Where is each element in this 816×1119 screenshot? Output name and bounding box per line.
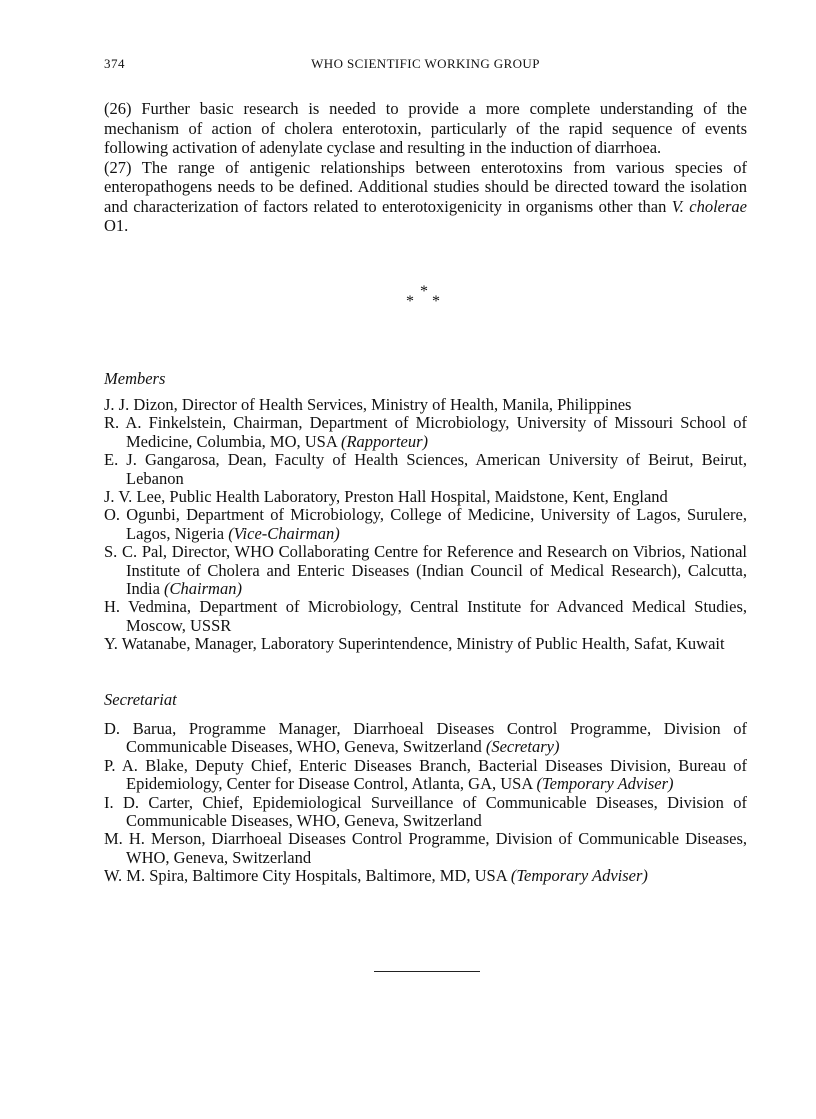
list-item: O. Ogunbi, Department of Microbiology, College of Medicine, University of Lagos, Surulere, Lagos, Nigeria (Vice-Chairman) bbox=[104, 505, 747, 543]
secretariat-heading: Secretariat bbox=[104, 690, 177, 709]
recommendations-text bbox=[104, 99, 747, 236]
paragraph-26: (26) Further basic research is needed to provide a more complete understanding of the mechanism of action of cholera enterotoxin, particularly of the rapid sequence of events following activation of adenylate cyclase and resulting in the induction of diarrhoea. bbox=[104, 99, 747, 157]
asterism-star-left: * bbox=[406, 293, 414, 310]
page-header bbox=[104, 56, 747, 76]
paragraph-27-text: (27) The range of antigenic relationships between enterotoxins from various species of enteropathogens needs to be defined. Additional studies should be directed toward the isolation and characterization of factors related to enterotoxigenicity in organisms other than bbox=[104, 157, 747, 216]
asterism-star-top: * bbox=[420, 283, 428, 300]
list-item: J. V. Lee, Public Health Laboratory, Preston Hall Hospital, Maidstone, Kent, England bbox=[104, 487, 668, 507]
list-item: D. Barua, Programme Manager, Diarrhoeal Diseases Control Programme, Division of Communicable Diseases, WHO, Geneva, Switzerland (Secretary) bbox=[104, 719, 747, 757]
list-item: H. Vedmina, Department of Microbiology, Central Institute for Advanced Medical Studies, Moscow, USSR bbox=[104, 597, 747, 635]
members-list bbox=[104, 396, 747, 654]
list-item: S. C. Pal, Director, WHO Collaborating Centre for Reference and Research on Vibrios, National Institute of Cholera and Enteric Diseases (Indian Council of Medical Research), Calcutta, India (Chairman) bbox=[104, 542, 747, 599]
list-item: P. A. Blake, Deputy Chief, Enteric Diseases Branch, Bacterial Diseases Division, Bureau of Epidemiology, Center for Disease Control, Atlanta, GA, USA (Temporary Adviser) bbox=[104, 755, 747, 794]
list-item: E. J. Gangarosa, Dean, Faculty of Health Sciences, American University of Beirut, Beirut, Lebanon bbox=[104, 450, 747, 488]
list-item: W. M. Spira, Baltimore City Hospitals, Baltimore, MD, USA (Temporary Adviser) bbox=[104, 866, 648, 886]
asterism-divider bbox=[0, 284, 816, 310]
list-item: I. D. Carter, Chief, Epidemiological Surveillance of Communicable Diseases, Division of Communicable Diseases, WHO, Geneva, Switzerland bbox=[104, 792, 747, 831]
members-heading: Members bbox=[104, 369, 166, 388]
footer-rule bbox=[374, 971, 480, 972]
running-head: WHO SCIENTIFIC WORKING GROUP bbox=[311, 56, 540, 71]
secretariat-list bbox=[104, 720, 747, 886]
list-item: R. A. Finkelstein, Chairman, Department of Microbiology, University of Missouri School of Medicine, Columbia, MO, USA (Rapporteur) bbox=[104, 413, 747, 451]
list-item: Y. Watanabe, Manager, Laboratory Superintendence, Ministry of Public Health, Safat, Kuwait bbox=[104, 634, 725, 654]
paragraph-27-suffix: O1. bbox=[104, 216, 129, 235]
species-name: V. cholerae bbox=[671, 196, 747, 216]
asterism-star-right: * bbox=[432, 293, 440, 310]
paragraph-27 bbox=[104, 158, 747, 236]
list-item: J. J. Dizon, Director of Health Services, Ministry of Health, Manila, Philippines bbox=[104, 395, 632, 414]
page-number: 374 bbox=[104, 56, 125, 71]
list-item: M. H. Merson, Diarrhoeal Diseases Control Programme, Division of Communicable Diseases, WHO, Geneva, Switzerland bbox=[104, 829, 747, 867]
